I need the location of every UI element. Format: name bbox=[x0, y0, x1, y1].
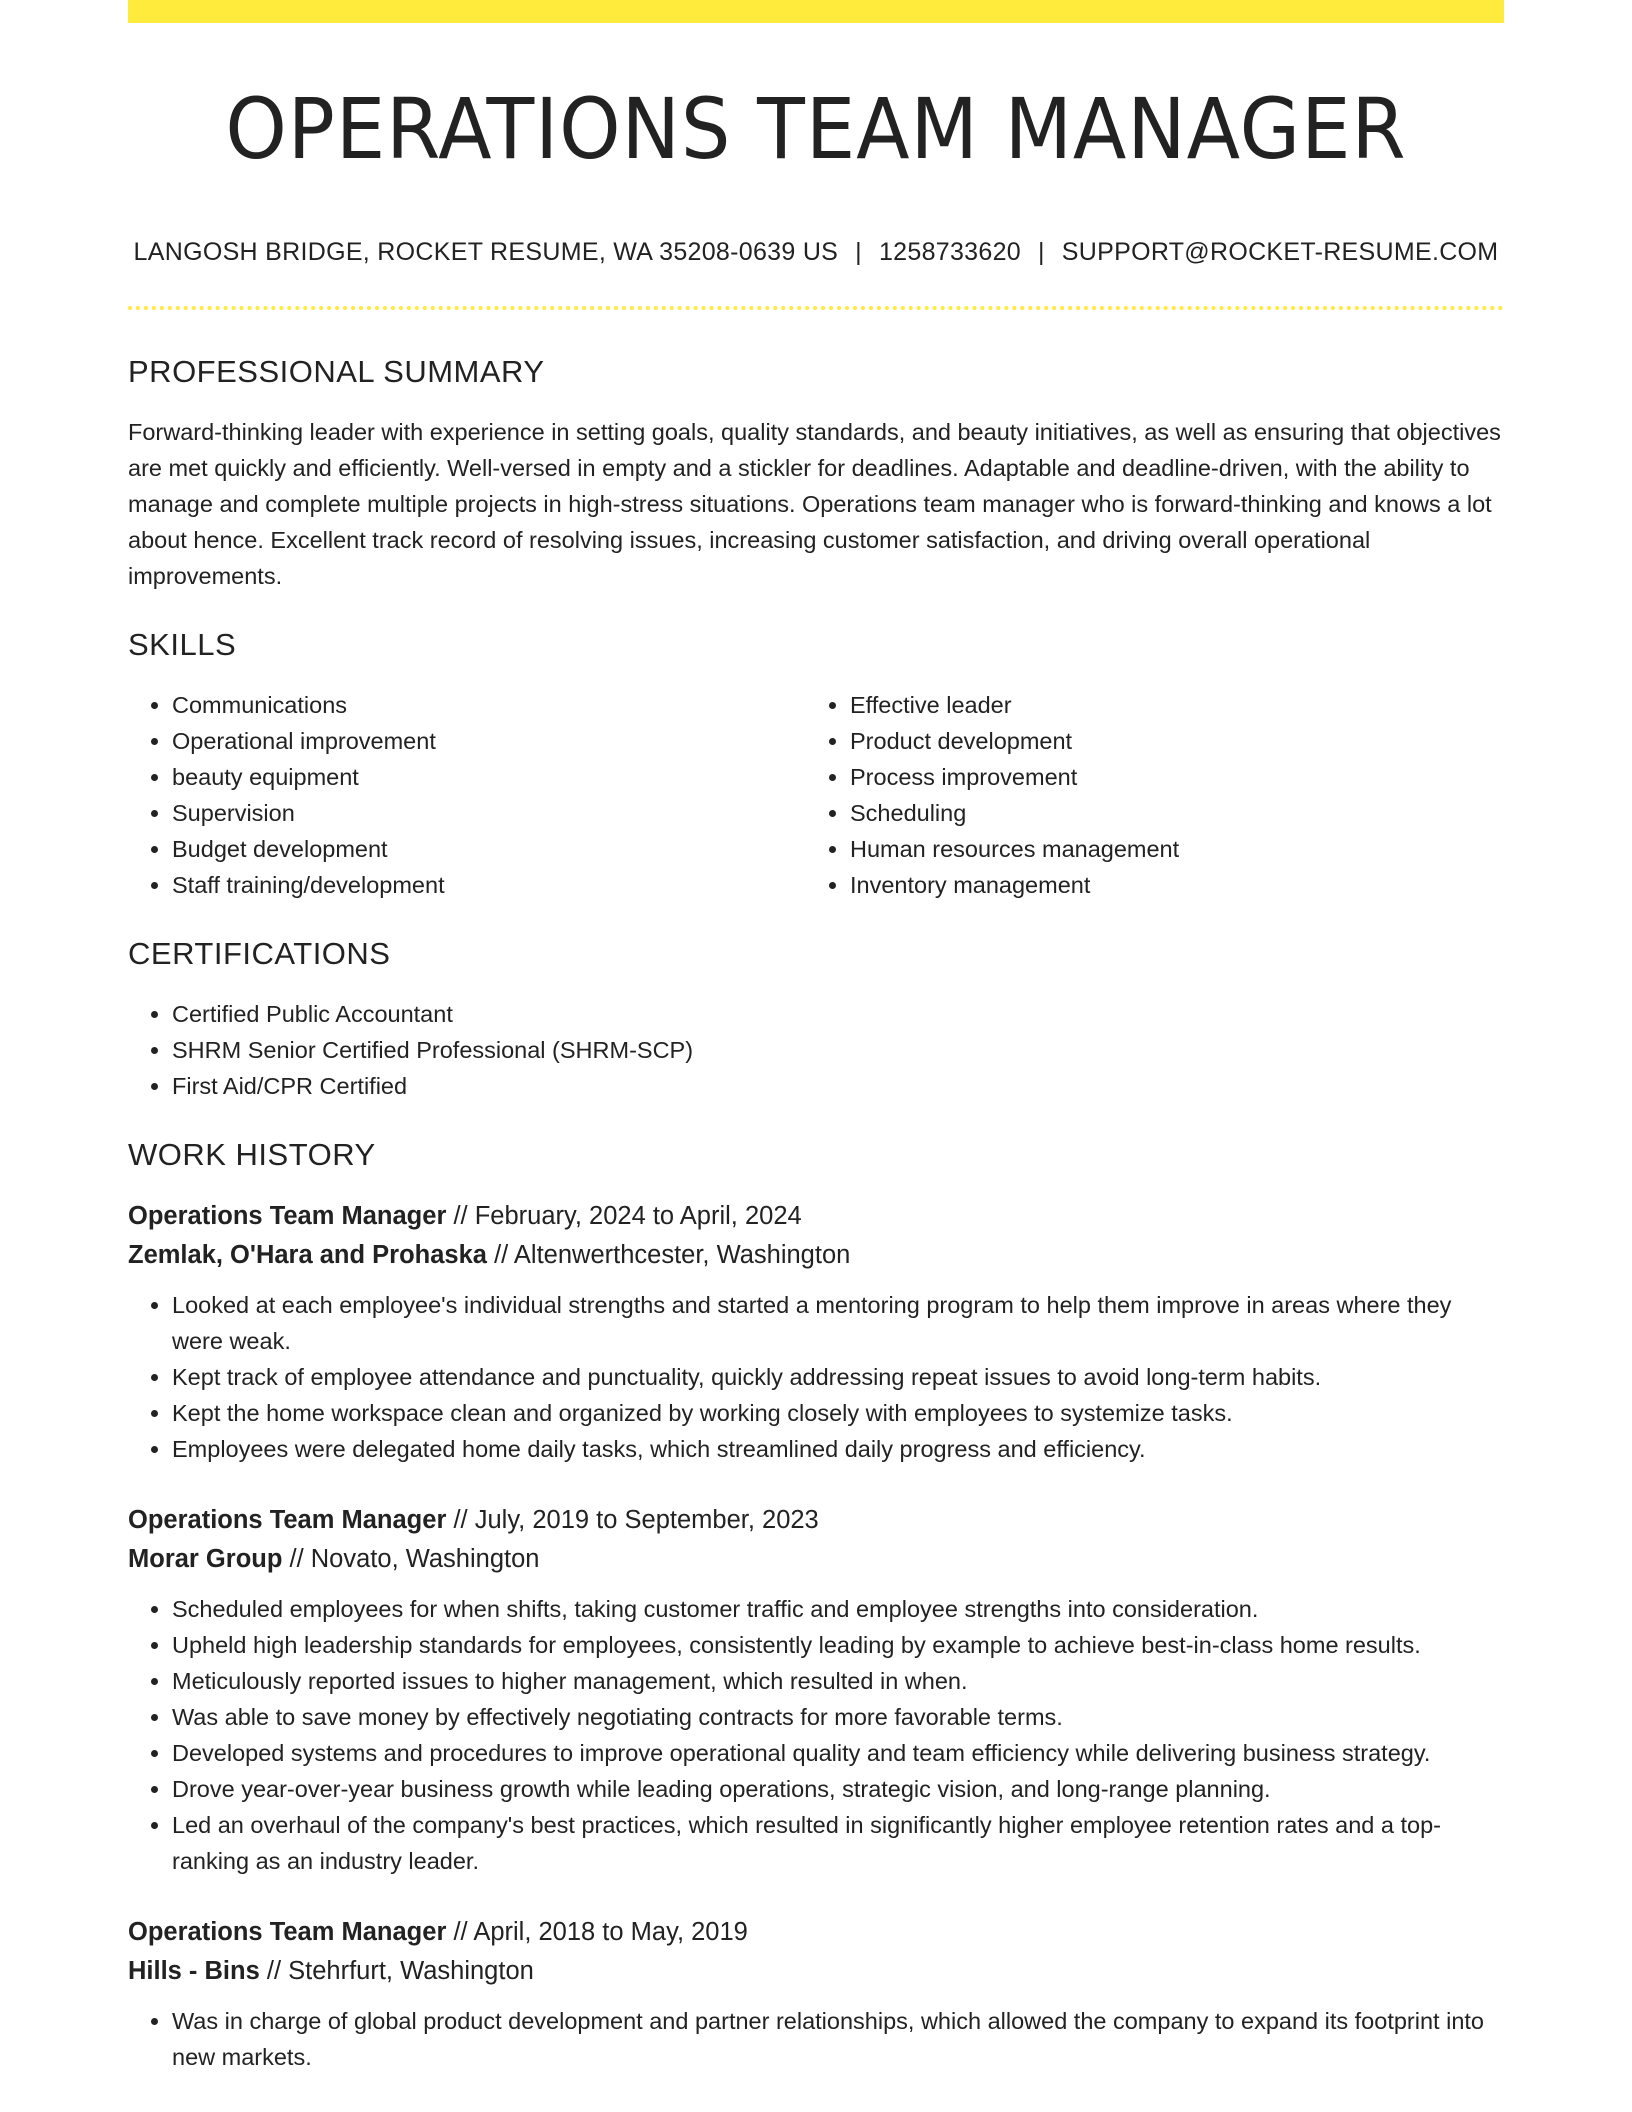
job-bullet: • Meticulously reported issues to higher management, which resulted in when. bbox=[172, 1663, 1504, 1699]
certifications-list bbox=[128, 996, 1504, 1104]
accent-bar bbox=[128, 0, 1504, 23]
job-location: // Stehrfurt, Washington bbox=[266, 1957, 534, 1985]
contact-line bbox=[128, 238, 1504, 267]
section-heading-summary: PROFESSIONAL SUMMARY bbox=[128, 354, 545, 389]
resume-name: OPERATIONS TEAM MANAGER bbox=[225, 80, 1407, 178]
job-title-line bbox=[128, 1197, 1504, 1236]
job-company: Morar Group bbox=[128, 1545, 283, 1573]
skill-item: • Effective leader bbox=[850, 687, 1484, 723]
skill-item: • Communications bbox=[172, 687, 806, 723]
job-title: Operations Team Manager bbox=[128, 1202, 447, 1230]
job-bullets bbox=[128, 1591, 1504, 1879]
job-company-line bbox=[128, 1952, 1504, 1991]
skill-item: • beauty equipment bbox=[172, 759, 806, 795]
job-bullets bbox=[128, 1287, 1504, 1467]
skills-list-right bbox=[806, 687, 1484, 903]
job-bullet: • Looked at each employee's individual strengths and started a mentoring program to help them improve in areas where they were weak. bbox=[172, 1287, 1504, 1359]
job-title-line bbox=[128, 1501, 1504, 1540]
job-title-line bbox=[128, 1913, 1504, 1952]
job-bullet: • Kept the home workspace clean and organized by working closely with employees to systemize tasks. bbox=[172, 1395, 1504, 1431]
job-entry bbox=[128, 1501, 1504, 1879]
job-bullet: • Developed systems and procedures to improve operational quality and team efficiency while delivering business strategy. bbox=[172, 1735, 1504, 1771]
summary-section bbox=[128, 354, 1504, 594]
section-heading-skills: SKILLS bbox=[128, 627, 237, 662]
skill-item: • Supervision bbox=[172, 795, 806, 831]
job-company: Zemlak, O'Hara and Prohaska bbox=[128, 1241, 487, 1269]
job-company-line bbox=[128, 1540, 1504, 1579]
contact-email: SUPPORT@ROCKET-RESUME.COM bbox=[1061, 238, 1499, 266]
skills-section bbox=[128, 627, 1504, 903]
skill-item: • Product development bbox=[850, 723, 1484, 759]
job-bullets bbox=[128, 2003, 1504, 2075]
resume-body bbox=[128, 354, 1504, 2075]
skill-item: • Staff training/development bbox=[172, 867, 806, 903]
dotted-divider bbox=[128, 306, 1504, 310]
job-title: Operations Team Manager bbox=[128, 1918, 447, 1946]
job-dates: // April, 2018 to May, 2019 bbox=[453, 1918, 748, 1946]
section-heading-work-history: WORK HISTORY bbox=[128, 1137, 376, 1172]
skill-item: • Scheduling bbox=[850, 795, 1484, 831]
job-bullet: • Led an overhaul of the company's best practices, which resulted in significantly higher employee retention rates and a top-ranking as an industry leader. bbox=[172, 1807, 1504, 1879]
contact-separator: | bbox=[1038, 238, 1045, 266]
skill-item: • Human resources management bbox=[850, 831, 1484, 867]
skills-columns bbox=[128, 687, 1504, 903]
section-heading-certifications: CERTIFICATIONS bbox=[128, 936, 391, 971]
certification-item: • First Aid/CPR Certified bbox=[172, 1068, 1504, 1104]
certifications-section bbox=[128, 936, 1504, 1104]
contact-separator: | bbox=[855, 238, 862, 266]
job-dates: // July, 2019 to September, 2023 bbox=[453, 1506, 819, 1534]
job-entry bbox=[128, 1197, 1504, 1467]
job-title: Operations Team Manager bbox=[128, 1506, 447, 1534]
work-history-section bbox=[128, 1137, 1504, 2075]
job-location: // Novato, Washington bbox=[289, 1545, 540, 1573]
job-bullet: • Drove year-over-year business growth while leading operations, strategic vision, and long-range planning. bbox=[172, 1771, 1504, 1807]
certification-item: • Certified Public Accountant bbox=[172, 996, 1504, 1032]
job-bullet: • Kept track of employee attendance and punctuality, quickly addressing repeat issues to avoid long-term habits. bbox=[172, 1359, 1504, 1395]
job-dates: // February, 2024 to April, 2024 bbox=[453, 1202, 802, 1230]
job-bullet: • Upheld high leadership standards for employees, consistently leading by example to achieve best-in-class home results. bbox=[172, 1627, 1504, 1663]
job-bullet: • Scheduled employees for when shifts, taking customer traffic and employee strengths into consideration. bbox=[172, 1591, 1504, 1627]
job-bullet: • Was in charge of global product development and partner relationships, which allowed the company to expand its footprint into new markets. bbox=[172, 2003, 1504, 2075]
skill-item: • Operational improvement bbox=[172, 723, 806, 759]
skill-item: • Process improvement bbox=[850, 759, 1484, 795]
job-company: Hills - Bins bbox=[128, 1957, 260, 1985]
job-location: // Altenwerthcester, Washington bbox=[494, 1241, 851, 1269]
summary-text: Forward-thinking leader with experience in setting goals, quality standards, and beauty initiatives, as well as ensuring that objectives are met quickly and efficiently. Well-versed in empty and a stickler for deadlines. Adaptable and deadline-driven, with the ability to manage and complete multiple projects in high-stress situations. Operations team manager who is forward-thinking and knows a lot about hence. Excellent track record of resolving issues, increasing customer satisfaction, and driving overall operational improvements. bbox=[128, 419, 1501, 589]
job-bullet: • Employees were delegated home daily tasks, which streamlined daily progress and efficiency. bbox=[172, 1431, 1504, 1467]
job-entry bbox=[128, 1913, 1504, 2075]
contact-phone: 1258733620 bbox=[878, 238, 1021, 266]
skill-item: • Budget development bbox=[172, 831, 806, 867]
skills-list-left bbox=[128, 687, 806, 903]
skill-item: • Inventory management bbox=[850, 867, 1484, 903]
contact-address: LANGOSH BRIDGE, ROCKET RESUME, WA 35208-0639 US bbox=[133, 238, 839, 266]
job-company-line bbox=[128, 1236, 1504, 1275]
job-bullet: • Was able to save money by effectively negotiating contracts for more favorable terms. bbox=[172, 1699, 1504, 1735]
certification-item: • SHRM Senior Certified Professional (SHRM-SCP) bbox=[172, 1032, 1504, 1068]
